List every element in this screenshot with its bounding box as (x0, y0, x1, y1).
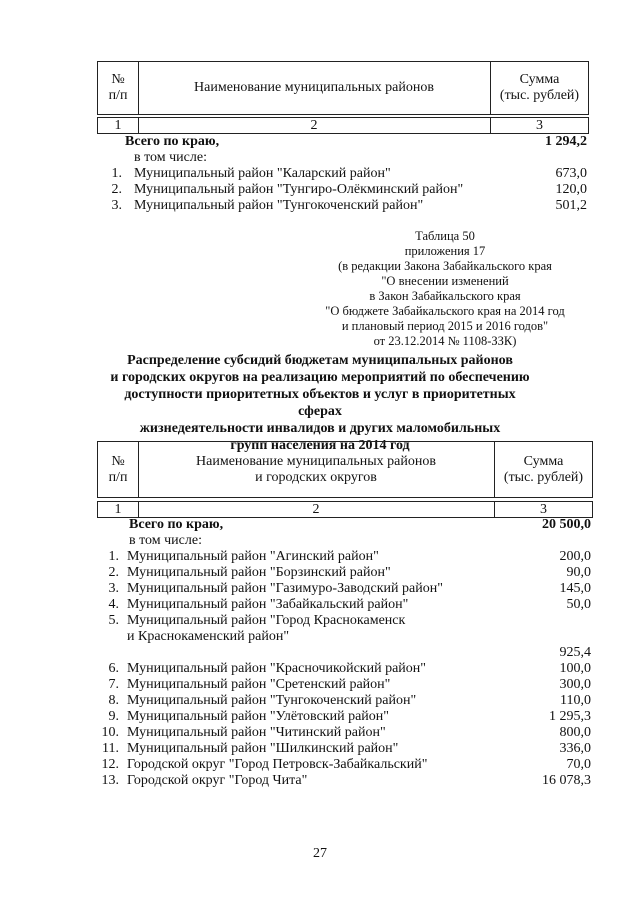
table2-header-sum: Сумма (тыс. рублей) (503, 453, 584, 485)
row-number: 3. (108, 581, 119, 596)
row-number: 2. (108, 565, 119, 580)
row-number: 9. (108, 709, 119, 724)
table-note (300, 229, 590, 349)
row-name: Городской округ "Город Петровск-Забайкальский" (127, 757, 428, 772)
row-value: 16 078,3 (542, 773, 591, 788)
table-row (0, 725, 640, 741)
row-value: 120,0 (555, 182, 587, 197)
row-value: 1 295,3 (549, 709, 591, 724)
note-line-3: (в редакции Закона Забайкальского края (338, 259, 552, 273)
row-number: 3. (111, 198, 122, 213)
note-line-2: приложения 17 (404, 244, 486, 258)
row-name: Муниципальный район "Шилкинский район" (127, 741, 399, 756)
title-line-4: жизнедеятельности инвалидов и других маломобильных (139, 421, 501, 436)
row-number: 5. (108, 613, 119, 628)
row-name: Муниципальный район "Красночикойский район" (127, 661, 426, 676)
table1-header-sum: Сумма (тыс. рублей) (499, 72, 580, 103)
table-row (0, 182, 640, 198)
table1-colnum-1: 1 (98, 118, 139, 133)
table-row-value (0, 645, 640, 661)
table1-header-num: № п/п (98, 62, 139, 114)
table2-subtotal-label: в том числе: (129, 533, 202, 548)
table-row (0, 741, 640, 757)
row-number: 11. (102, 741, 119, 756)
table-row (0, 693, 640, 709)
row-name: Муниципальный район "Город Краснокаменск (127, 613, 406, 628)
table-row (0, 661, 640, 677)
title-line-1: Распределение субсидий бюджетам муниципальных районов (127, 353, 513, 368)
row-number: 7. (108, 677, 119, 692)
table1-subtotal-label: в том числе: (134, 150, 207, 165)
row-name: Муниципальный район "Тунгиро-Олёкминский район" (134, 182, 464, 197)
table1-total-row (0, 134, 640, 150)
row-name: Муниципальный район "Борзинский район" (127, 565, 391, 580)
note-line-1: Таблица 50 (415, 229, 475, 243)
row-name: Городской округ "Город Чита" (127, 773, 308, 788)
table1-header-name: Наименование муниципальных районов (138, 62, 491, 114)
row-value: 336,0 (559, 741, 591, 756)
table-row (0, 581, 640, 597)
table1-total-label: Всего по краю, (125, 134, 220, 149)
row-name: Муниципальный район "Газимуро-Заводский район" (127, 581, 443, 596)
table2-total-value: 20 500,0 (542, 517, 591, 532)
table-row (0, 565, 640, 581)
note-line-7: и плановый период 2015 и 2016 годов" (341, 319, 549, 333)
table1-header (97, 61, 589, 115)
row-number: 6. (108, 661, 119, 676)
table2-subtotal-row (0, 533, 640, 549)
table-row (0, 166, 640, 182)
row-value: 110,0 (560, 693, 591, 708)
table2-total-row (0, 517, 640, 533)
table1-subtotal-row (0, 150, 640, 166)
row-value: 800,0 (559, 725, 591, 740)
table1-colnum-3: 3 (536, 117, 543, 133)
note-line-5: в Закон Забайкальского края (369, 289, 521, 303)
table2-colnum-3: 3 (540, 501, 547, 517)
row-number: 12. (101, 757, 119, 772)
row-value: 925,4 (559, 645, 591, 660)
row-name: Муниципальный район "Агинский район" (127, 549, 379, 564)
row-value: 200,0 (559, 549, 591, 564)
row-value: 100,0 (559, 661, 591, 676)
row-number: 1. (108, 549, 119, 564)
table2-header-num: № п/п (98, 442, 139, 497)
row-value: 70,0 (566, 757, 591, 772)
row-name: Муниципальный район "Каларский район" (134, 166, 391, 181)
table2-total-label: Всего по краю, (129, 517, 224, 532)
title-line-2: и городских округов на реализацию мероприятий по обеспечению (110, 370, 530, 385)
row-value: 501,2 (555, 198, 587, 213)
table1-column-numbers (97, 117, 589, 134)
row-number: 10. (101, 725, 119, 740)
table-row (0, 773, 640, 789)
table2-header (97, 441, 593, 498)
row-number: 1. (111, 166, 122, 181)
table-row (0, 549, 640, 565)
table2-colnum-2: 2 (138, 502, 495, 517)
page-number: 27 (313, 846, 327, 861)
row-value: 300,0 (559, 677, 591, 692)
table-row-continuation (0, 629, 640, 645)
title-line-5: групп населения на 2014 год (230, 438, 410, 453)
table1-total-value: 1 294,2 (545, 134, 587, 149)
table-row (0, 677, 640, 693)
row-name: Муниципальный район "Сретенский район" (127, 677, 391, 692)
row-value: 90,0 (566, 565, 591, 580)
row-number: 13. (101, 773, 119, 788)
table2-colnum-1: 1 (98, 502, 139, 517)
table2-column-numbers (97, 501, 593, 518)
row-number: 8. (108, 693, 119, 708)
note-line-8: от 23.12.2014 № 1108-ЗЗК) (373, 334, 517, 348)
row-value: 50,0 (566, 597, 591, 612)
table-row (0, 757, 640, 773)
row-name-continuation: и Краснокаменский район" (127, 629, 290, 644)
title-line-3: доступности приоритетных объектов и услуг в приоритетных сферах (124, 387, 516, 419)
table-row (0, 613, 640, 629)
table-row (0, 597, 640, 613)
row-name: Муниципальный район "Тунгокоченский район" (134, 198, 424, 213)
table1-colnum-2: 2 (138, 118, 491, 133)
table2-header-name: Наименование муниципальных районов и городских округов (138, 442, 495, 497)
row-number: 2. (111, 182, 122, 197)
row-name: Муниципальный район "Забайкальский район" (127, 597, 409, 612)
row-name: Муниципальный район "Улётовский район" (127, 709, 389, 724)
row-value: 673,0 (555, 166, 587, 181)
note-line-6: "О бюджете Забайкальского края на 2014 год (325, 304, 565, 318)
row-number: 4. (108, 597, 119, 612)
row-name: Муниципальный район "Читинский район" (127, 725, 386, 740)
row-name: Муниципальный район "Тунгокоченский район" (127, 693, 417, 708)
table-row (0, 709, 640, 725)
note-line-4: "О внесении изменений (381, 274, 509, 288)
row-value: 145,0 (559, 581, 591, 596)
table-row (0, 198, 640, 214)
document-title (110, 352, 530, 454)
